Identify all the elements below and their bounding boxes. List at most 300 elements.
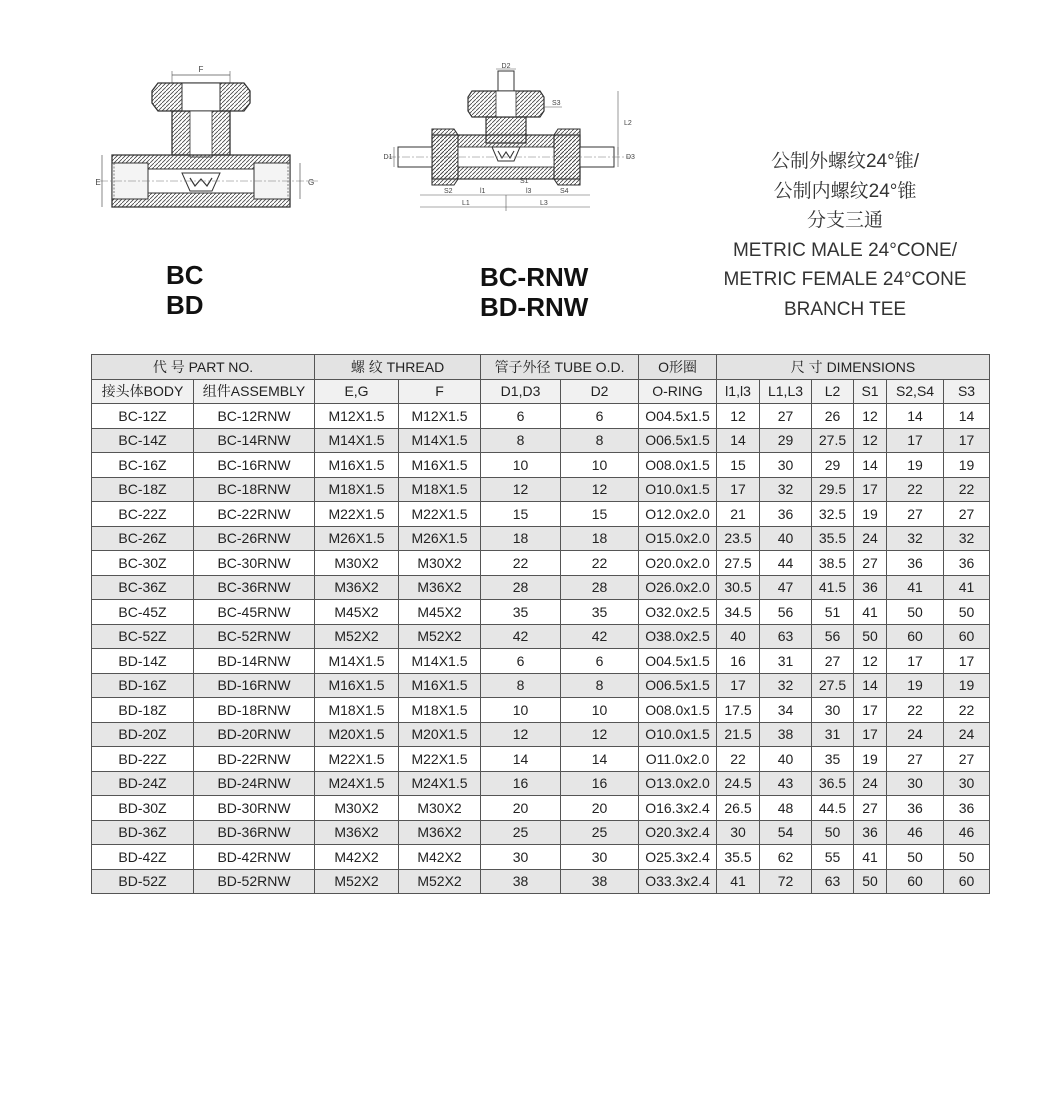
table-cell: 36: [887, 796, 944, 821]
table-cell: BD-42Z: [92, 845, 194, 870]
table-cell: 27.5: [812, 673, 854, 698]
table-row: [92, 526, 990, 551]
table-cell: O10.0x1.5: [639, 722, 717, 747]
table-cell: 36: [854, 575, 887, 600]
table-cell: M16X1.5: [315, 673, 399, 698]
group-tube-od: 管子外径 TUBE O.D.: [481, 355, 639, 380]
table-cell: 18: [481, 526, 561, 551]
table-cell: M36X2: [315, 820, 399, 845]
column-header: O-RING: [639, 379, 717, 404]
table-cell: 19: [887, 453, 944, 478]
table-cell: 15: [717, 453, 760, 478]
product-description: [700, 147, 990, 324]
table-cell: M20X1.5: [399, 722, 481, 747]
table-cell: BC-18Z: [92, 477, 194, 502]
table-cell: 27.5: [812, 428, 854, 453]
table-cell: 30: [944, 771, 990, 796]
desc-line-3: 分支三通: [806, 210, 883, 231]
table-cell: 28: [481, 575, 561, 600]
table-cell: M16X1.5: [399, 673, 481, 698]
table-cell: BC-22RNW: [194, 502, 315, 527]
table-cell: M52X2: [399, 869, 481, 894]
column-header: 接头体BODY: [92, 379, 194, 404]
table-cell: BC-36RNW: [194, 575, 315, 600]
table-cell: 18: [561, 526, 639, 551]
table-cell: O20.0x2.0: [639, 551, 717, 576]
table-cell: BC-18RNW: [194, 477, 315, 502]
table-cell: BC-14Z: [92, 428, 194, 453]
table-cell: M22X1.5: [315, 502, 399, 527]
table-row: [92, 845, 990, 870]
table-cell: BD-36Z: [92, 820, 194, 845]
table-cell: 47: [760, 575, 812, 600]
table-cell: 12: [481, 722, 561, 747]
column-header: F: [399, 379, 481, 404]
table-cell: 30: [887, 771, 944, 796]
table-cell: 41: [717, 869, 760, 894]
table-cell: BC-30Z: [92, 551, 194, 576]
column-header: 组件ASSEMBLY: [194, 379, 315, 404]
table-cell: M22X1.5: [315, 747, 399, 772]
table-cell: 50: [812, 820, 854, 845]
table-cell: BD-42RNW: [194, 845, 315, 870]
table-cell: M30X2: [399, 796, 481, 821]
table-cell: O06.5x1.5: [639, 428, 717, 453]
table-cell: 19: [854, 502, 887, 527]
table-column-header-row: [92, 379, 990, 404]
dim-s3-label: S3: [552, 100, 561, 107]
table-row: [92, 600, 990, 625]
table-cell: 38: [561, 869, 639, 894]
table-cell: BC-22Z: [92, 502, 194, 527]
table-cell: 42: [561, 624, 639, 649]
table-cell: 60: [887, 624, 944, 649]
table-cell: 26: [812, 404, 854, 429]
dim-e-label: E: [95, 178, 101, 187]
table-cell: 38: [481, 869, 561, 894]
table-cell: M26X1.5: [315, 526, 399, 551]
table-cell: BC-16RNW: [194, 453, 315, 478]
table-cell: 31: [812, 722, 854, 747]
table-cell: 27: [854, 796, 887, 821]
table-row: [92, 698, 990, 723]
table-cell: M18X1.5: [399, 477, 481, 502]
column-header: l1,l3: [717, 379, 760, 404]
desc-line-1: 公制外螺纹24°锥/: [770, 151, 919, 172]
table-cell: 17: [854, 698, 887, 723]
table-cell: BD-18Z: [92, 698, 194, 723]
column-header: S3: [944, 379, 990, 404]
table-cell: 24.5: [717, 771, 760, 796]
table-cell: 16: [481, 771, 561, 796]
table-cell: 29.5: [812, 477, 854, 502]
table-cell: 12: [854, 428, 887, 453]
table-cell: 41: [854, 845, 887, 870]
table-row: [92, 502, 990, 527]
table-cell: O08.0x1.5: [639, 453, 717, 478]
table-cell: 35: [561, 600, 639, 625]
table-cell: 10: [481, 698, 561, 723]
table-cell: 36: [854, 820, 887, 845]
table-cell: 54: [760, 820, 812, 845]
table-cell: 50: [854, 624, 887, 649]
table-cell: BD-22RNW: [194, 747, 315, 772]
table-cell: 22: [944, 477, 990, 502]
table-cell: BC-45RNW: [194, 600, 315, 625]
table-cell: M14X1.5: [399, 649, 481, 674]
table-row: [92, 796, 990, 821]
table-cell: 27.5: [717, 551, 760, 576]
table-cell: BD-52RNW: [194, 869, 315, 894]
table-cell: 15: [481, 502, 561, 527]
table-cell: BD-22Z: [92, 747, 194, 772]
column-header: L1,L3: [760, 379, 812, 404]
table-cell: O20.3x2.4: [639, 820, 717, 845]
table-cell: M30X2: [399, 551, 481, 576]
table-cell: 27: [944, 502, 990, 527]
table-cell: O32.0x2.5: [639, 600, 717, 625]
table-cell: 40: [717, 624, 760, 649]
table-cell: BD-14RNW: [194, 649, 315, 674]
table-cell: 14: [854, 453, 887, 478]
table-cell: 24: [854, 526, 887, 551]
dim-l1-label: L1: [462, 200, 470, 207]
table-cell: O10.0x1.5: [639, 477, 717, 502]
table-cell: 14: [561, 747, 639, 772]
table-cell: BC-26Z: [92, 526, 194, 551]
table-cell: 14: [944, 404, 990, 429]
table-cell: 56: [812, 624, 854, 649]
table-cell: O25.3x2.4: [639, 845, 717, 870]
table-cell: O04.5x1.5: [639, 649, 717, 674]
table-cell: 12: [561, 722, 639, 747]
table-cell: 14: [481, 747, 561, 772]
model-label-rnw: [480, 262, 588, 322]
table-cell: BC-26RNW: [194, 526, 315, 551]
table-cell: 24: [887, 722, 944, 747]
table-cell: 8: [481, 673, 561, 698]
table-cell: 12: [561, 477, 639, 502]
table-cell: 22: [887, 477, 944, 502]
table-cell: 21.5: [717, 722, 760, 747]
table-cell: O11.0x2.0: [639, 747, 717, 772]
table-cell: 17: [717, 477, 760, 502]
table-cell: 17: [854, 477, 887, 502]
dim-l3-small-label: l3: [526, 188, 532, 195]
table-cell: 19: [944, 673, 990, 698]
column-header: E,G: [315, 379, 399, 404]
table-cell: BD-16Z: [92, 673, 194, 698]
table-row: [92, 477, 990, 502]
table-cell: BC-30RNW: [194, 551, 315, 576]
model-bd-rnw: BD-RNW: [480, 292, 589, 322]
dim-s4-label: S4: [560, 188, 569, 195]
table-cell: 41.5: [812, 575, 854, 600]
table-cell: 30.5: [717, 575, 760, 600]
table-cell: 60: [887, 869, 944, 894]
table-cell: 62: [760, 845, 812, 870]
spec-table: [91, 354, 990, 894]
table-cell: M12X1.5: [315, 404, 399, 429]
table-cell: O15.0x2.0: [639, 526, 717, 551]
table-cell: 10: [481, 453, 561, 478]
dim-l1-small-label: l1: [480, 188, 486, 195]
table-cell: 50: [944, 845, 990, 870]
table-row: [92, 575, 990, 600]
table-cell: M42X2: [399, 845, 481, 870]
table-cell: M16X1.5: [315, 453, 399, 478]
table-cell: M24X1.5: [315, 771, 399, 796]
table-cell: O38.0x2.5: [639, 624, 717, 649]
dim-s1-label: S1: [520, 178, 529, 185]
table-row: [92, 624, 990, 649]
group-thread: 螺 纹 THREAD: [315, 355, 481, 380]
table-cell: 60: [944, 869, 990, 894]
table-cell: 32: [944, 526, 990, 551]
table-cell: 51: [812, 600, 854, 625]
table-cell: 41: [854, 600, 887, 625]
column-header: S2,S4: [887, 379, 944, 404]
table-cell: 17: [887, 649, 944, 674]
table-cell: M30X2: [315, 551, 399, 576]
table-cell: 36.5: [812, 771, 854, 796]
table-cell: BD-20RNW: [194, 722, 315, 747]
table-cell: 17: [854, 722, 887, 747]
table-cell: BD-52Z: [92, 869, 194, 894]
table-cell: 30: [760, 453, 812, 478]
table-cell: 22: [481, 551, 561, 576]
table-group-header-row: [92, 355, 990, 380]
table-cell: 8: [481, 428, 561, 453]
table-cell: 28: [561, 575, 639, 600]
table-cell: 34.5: [717, 600, 760, 625]
table-body: [92, 404, 990, 894]
table-cell: 40: [760, 526, 812, 551]
table-cell: BC-45Z: [92, 600, 194, 625]
table-row: [92, 722, 990, 747]
table-cell: 10: [561, 453, 639, 478]
table-cell: 17: [717, 673, 760, 698]
dim-s2-label: S2: [444, 188, 453, 195]
table-cell: 22: [944, 698, 990, 723]
bc-tee-section-drawing: [90, 55, 330, 225]
table-cell: 6: [561, 404, 639, 429]
table-cell: 50: [887, 845, 944, 870]
table-cell: 36: [944, 796, 990, 821]
table-cell: 72: [760, 869, 812, 894]
table-cell: 25: [481, 820, 561, 845]
table-cell: 26.5: [717, 796, 760, 821]
table-cell: O06.5x1.5: [639, 673, 717, 698]
table-cell: 17: [944, 649, 990, 674]
table-cell: M45X2: [315, 600, 399, 625]
table-cell: 32: [760, 673, 812, 698]
dim-f-label: F: [198, 65, 204, 74]
table-cell: 41: [887, 575, 944, 600]
table-cell: BC-52RNW: [194, 624, 315, 649]
table-cell: M18X1.5: [399, 698, 481, 723]
table-cell: BC-52Z: [92, 624, 194, 649]
table-cell: 8: [561, 428, 639, 453]
table-cell: BD-24RNW: [194, 771, 315, 796]
model-bd: BD: [166, 290, 204, 320]
table-cell: 40: [760, 747, 812, 772]
table-cell: 6: [481, 404, 561, 429]
table-cell: 12: [717, 404, 760, 429]
dim-l3-label: L3: [540, 200, 548, 207]
desc-line-6: BRANCH TEE: [783, 298, 907, 320]
table-cell: 32.5: [812, 502, 854, 527]
table-cell: 14: [887, 404, 944, 429]
table-row: [92, 649, 990, 674]
table-cell: 6: [481, 649, 561, 674]
table-cell: 38: [760, 722, 812, 747]
table-cell: M18X1.5: [315, 477, 399, 502]
table-cell: M52X2: [399, 624, 481, 649]
table-cell: BD-36RNW: [194, 820, 315, 845]
table-cell: BD-14Z: [92, 649, 194, 674]
table-cell: 22: [887, 698, 944, 723]
table-cell: BD-30Z: [92, 796, 194, 821]
table-cell: O08.0x1.5: [639, 698, 717, 723]
table-cell: 27: [887, 747, 944, 772]
table-cell: 46: [887, 820, 944, 845]
table-cell: BC-14RNW: [194, 428, 315, 453]
table-cell: O26.0x2.0: [639, 575, 717, 600]
table-cell: M52X2: [315, 624, 399, 649]
table-cell: M12X1.5: [399, 404, 481, 429]
column-header: S1: [854, 379, 887, 404]
table-cell: 50: [854, 869, 887, 894]
table-cell: 27: [944, 747, 990, 772]
table-cell: 14: [854, 673, 887, 698]
table-cell: 6: [561, 649, 639, 674]
table-cell: 16: [717, 649, 760, 674]
table-cell: 27: [760, 404, 812, 429]
table-cell: 41: [944, 575, 990, 600]
table-cell: M20X1.5: [315, 722, 399, 747]
table-cell: 56: [760, 600, 812, 625]
column-header: D1,D3: [481, 379, 561, 404]
table-row: [92, 820, 990, 845]
table-cell: 32: [760, 477, 812, 502]
table-cell: O33.3x2.4: [639, 869, 717, 894]
table-row: [92, 747, 990, 772]
table-cell: BC-36Z: [92, 575, 194, 600]
table-cell: 48: [760, 796, 812, 821]
table-cell: M45X2: [399, 600, 481, 625]
table-row: [92, 869, 990, 894]
table-cell: 8: [561, 673, 639, 698]
table-cell: 36: [760, 502, 812, 527]
desc-line-2: 公制内螺纹24°锥: [773, 180, 917, 202]
table-cell: M36X2: [315, 575, 399, 600]
table-cell: 27: [854, 551, 887, 576]
table-cell: 42: [481, 624, 561, 649]
table-cell: BD-30RNW: [194, 796, 315, 821]
table-row: [92, 453, 990, 478]
table-cell: 19: [854, 747, 887, 772]
rnw-assembly-drawing: [380, 55, 640, 225]
table-row: [92, 673, 990, 698]
table-cell: 46: [944, 820, 990, 845]
column-header: D2: [561, 379, 639, 404]
table-cell: BD-24Z: [92, 771, 194, 796]
table-cell: 14: [717, 428, 760, 453]
table-cell: BD-20Z: [92, 722, 194, 747]
table-cell: 30: [481, 845, 561, 870]
table-row: [92, 428, 990, 453]
group-dimensions: 尺 寸 DIMENSIONS: [717, 355, 990, 380]
table-cell: M24X1.5: [399, 771, 481, 796]
table-cell: 35: [481, 600, 561, 625]
group-oring: O形圈: [639, 355, 717, 380]
table-cell: 24: [854, 771, 887, 796]
table-cell: M14X1.5: [399, 428, 481, 453]
table-row: [92, 771, 990, 796]
table-cell: 50: [944, 600, 990, 625]
table-cell: 36: [944, 551, 990, 576]
table-cell: 17.5: [717, 698, 760, 723]
dim-l2-label: L2: [624, 120, 632, 127]
table-cell: 44.5: [812, 796, 854, 821]
table-cell: O12.0x2.0: [639, 502, 717, 527]
dim-d1-label: D1: [383, 154, 393, 161]
table-cell: 27: [812, 649, 854, 674]
table-cell: 31: [760, 649, 812, 674]
table-cell: O04.5x1.5: [639, 404, 717, 429]
table-cell: 21: [717, 502, 760, 527]
table-cell: 17: [887, 428, 944, 453]
table-cell: 19: [887, 673, 944, 698]
table-cell: 24: [944, 722, 990, 747]
model-bc: BC: [166, 260, 204, 290]
group-part-no: 代 号 PART NO.: [92, 355, 315, 380]
table-cell: 17: [944, 428, 990, 453]
table-cell: 25: [561, 820, 639, 845]
table-cell: M16X1.5: [399, 453, 481, 478]
table-cell: 29: [812, 453, 854, 478]
table-cell: 20: [481, 796, 561, 821]
table-cell: 22: [561, 551, 639, 576]
table-cell: 16: [561, 771, 639, 796]
table-row: [92, 551, 990, 576]
table-cell: 20: [561, 796, 639, 821]
table-cell: 35.5: [812, 526, 854, 551]
table-cell: 50: [887, 600, 944, 625]
column-header: L2: [812, 379, 854, 404]
table-cell: BC-12RNW: [194, 404, 315, 429]
table-cell: 44: [760, 551, 812, 576]
table-cell: BD-18RNW: [194, 698, 315, 723]
table-cell: 12: [481, 477, 561, 502]
model-label-bc-bd: [166, 260, 204, 320]
table-cell: 36: [887, 551, 944, 576]
table-cell: 29: [760, 428, 812, 453]
table-cell: 10: [561, 698, 639, 723]
model-bc-rnw: BC-RNW: [480, 262, 589, 292]
table-cell: 12: [854, 649, 887, 674]
table-cell: 35.5: [717, 845, 760, 870]
table-cell: M52X2: [315, 869, 399, 894]
table-cell: 23.5: [717, 526, 760, 551]
table-cell: 34: [760, 698, 812, 723]
table-cell: M18X1.5: [315, 698, 399, 723]
table-cell: 63: [812, 869, 854, 894]
dim-d3-label: D3: [626, 154, 635, 161]
table-cell: M42X2: [315, 845, 399, 870]
table-cell: M26X1.5: [399, 526, 481, 551]
